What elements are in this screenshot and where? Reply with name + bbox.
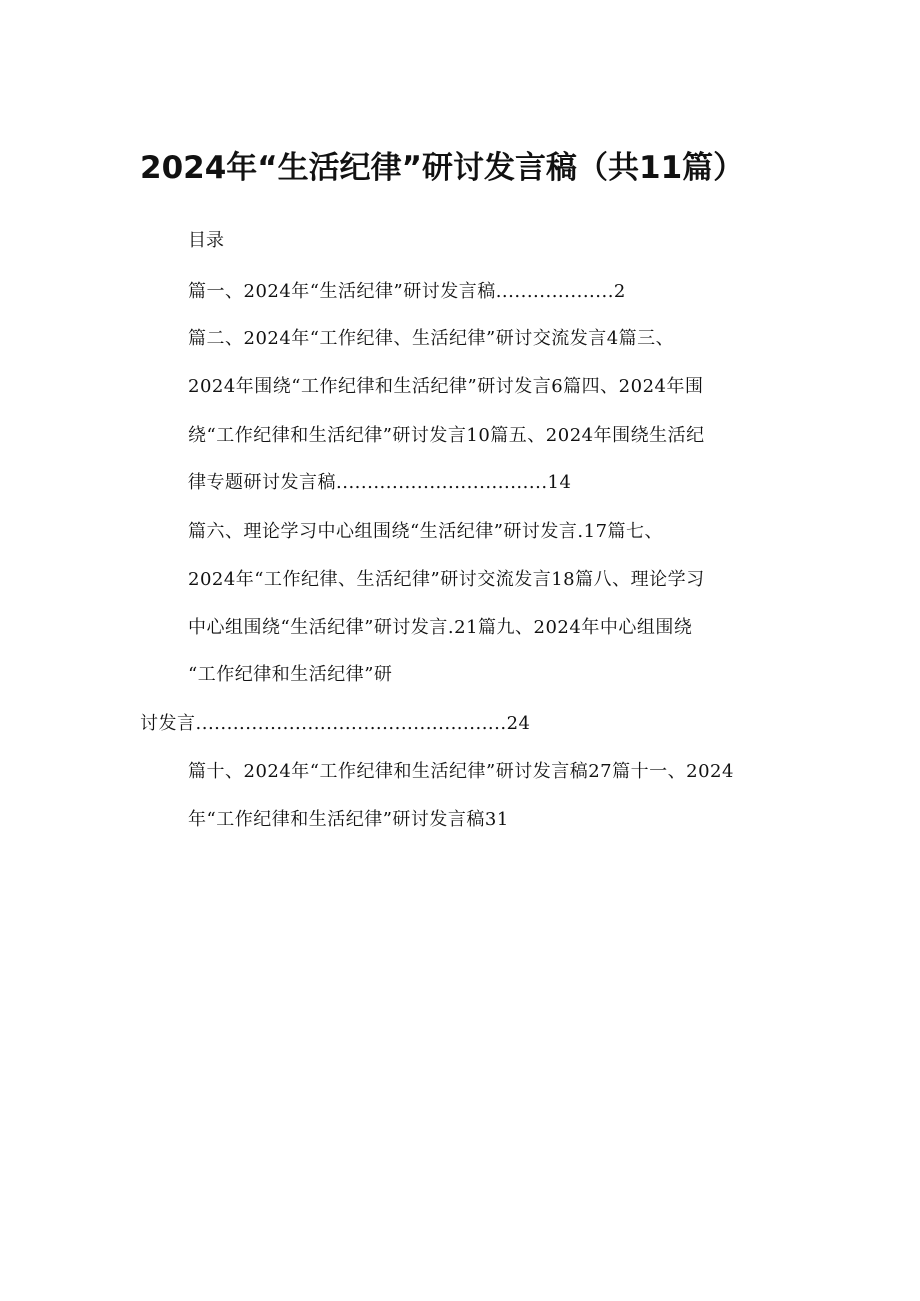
toc-line-12: 年“工作纪律和生活纪律”研讨发言稿31 [188, 809, 509, 830]
toc-line-4: 绕“工作纪律和生活纪律”研讨发言10篇五、2024年围绕生活纪 [188, 425, 705, 446]
toc-line-3: 2024年围绕“工作纪律和生活纪律”研讨发言6篇四、2024年围 [188, 376, 704, 397]
toc-line-9: “工作纪律和生活纪律”研 [188, 664, 393, 685]
toc-line-5: 律专题研讨发言稿..................................14 [188, 472, 572, 493]
toc-heading: 目录 [188, 230, 224, 251]
toc-line-7: 2024年“工作纪律、生活纪律”研讨交流发言18篇八、理论学习 [188, 569, 705, 590]
toc-line-8: 中心组围绕“生活纪律”研讨发言.21篇九、2024年中心组围绕 [188, 617, 693, 638]
toc-line-2: 篇二、2024年“工作纪律、生活纪律”研讨交流发言4篇三、 [188, 328, 675, 349]
toc-line-11: 篇十、2024年“工作纪律和生活纪律”研讨发言稿27篇十一、2024 [188, 761, 734, 782]
toc-line-10: 讨发言..................................................24 [140, 713, 531, 734]
toc-line-6: 篇六、理论学习中心组围绕“生活纪律”研讨发言.17篇七、 [188, 521, 664, 542]
document-title: 2024年“生活纪律”研讨发言稿（共11篇） [140, 150, 745, 186]
toc-line-1: 篇一、2024年“生活纪律”研讨发言稿...................2 [188, 281, 626, 302]
